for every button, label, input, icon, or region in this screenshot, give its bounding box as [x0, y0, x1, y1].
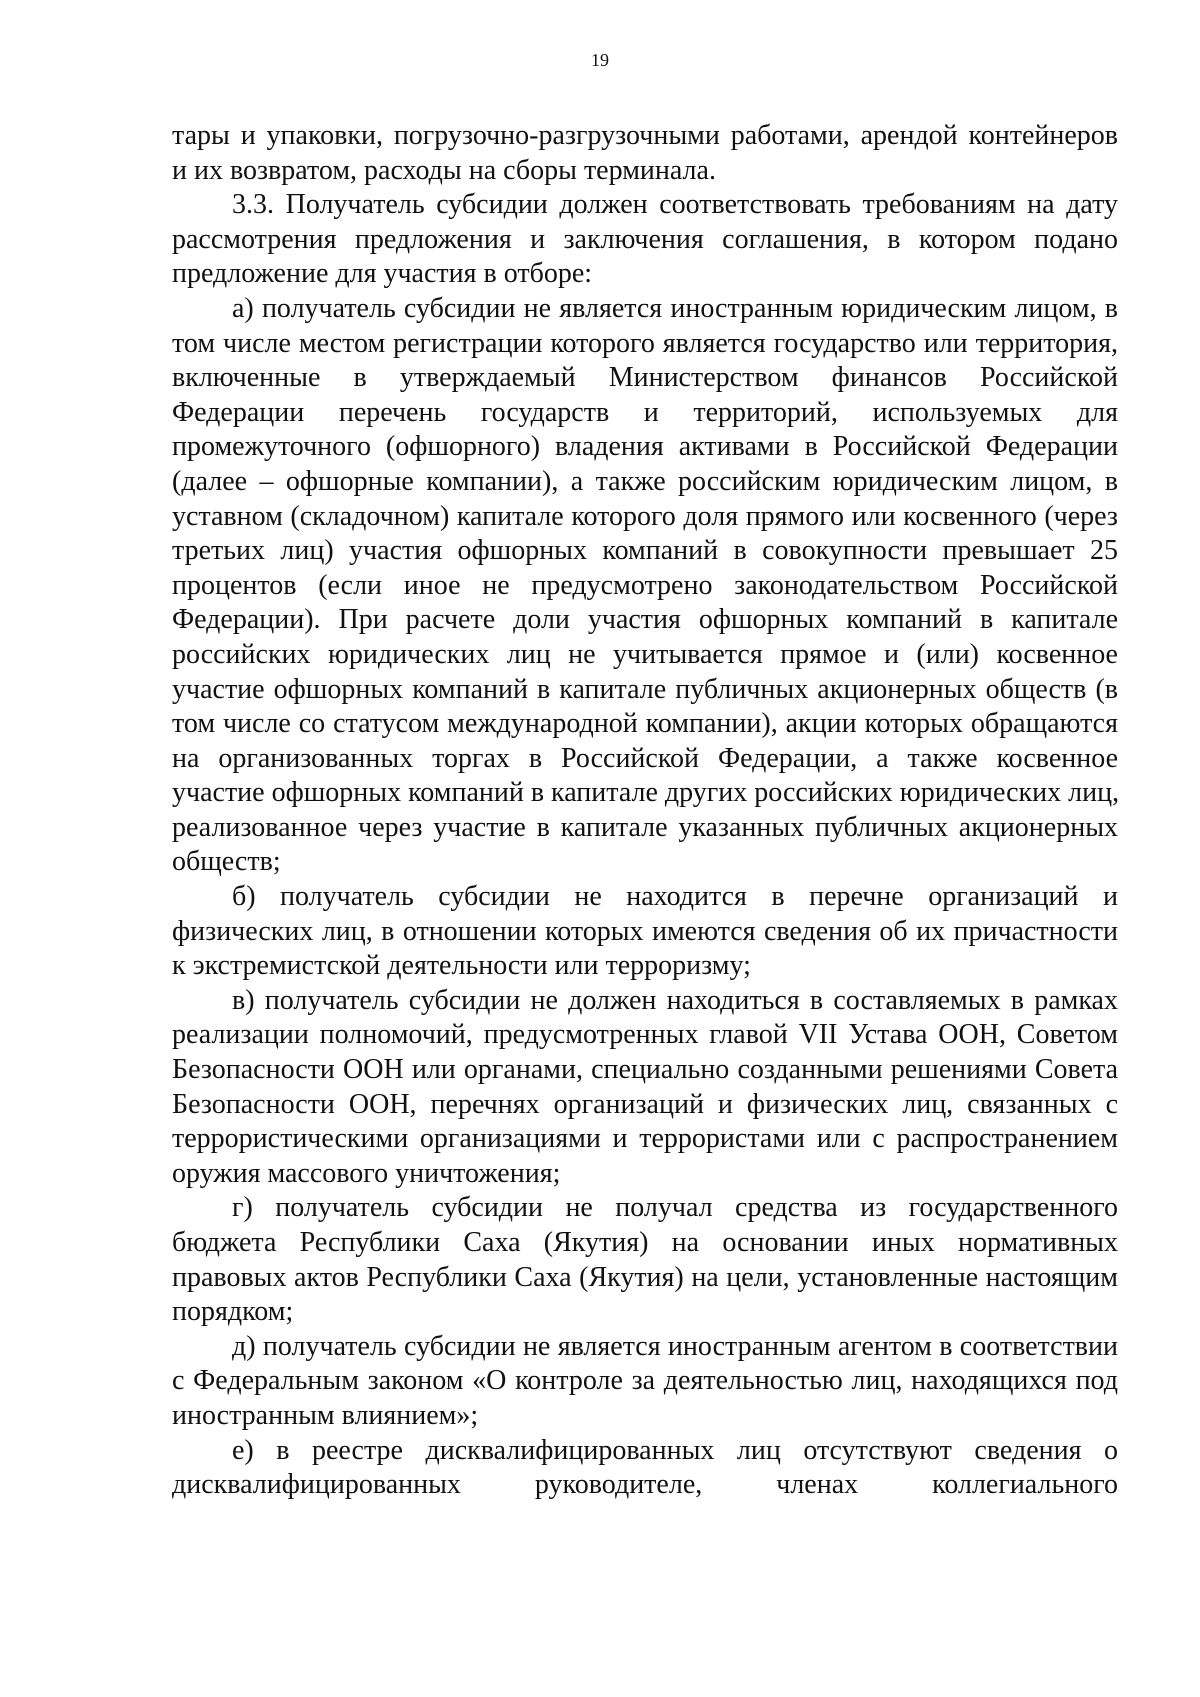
- text-line: иностранным влиянием»;: [172, 1399, 479, 1431]
- paragraph-p5: [172, 1191, 1118, 1329]
- text-line: д) получатель субсидии не является иностранным агентом в соответствии: [232, 1330, 1118, 1362]
- text-line: российских юридических лиц не учитывается прямое и (или) косвенное: [172, 638, 1118, 670]
- text-line: г) получатель субсидии не получал средства из государственного: [232, 1192, 1118, 1224]
- text-line: и их возвратом, расходы на сборы терминала.: [172, 154, 716, 186]
- text-line: включенные в утверждаемый Министерством финансов Российской: [172, 362, 1118, 394]
- text-line: б) получатель субсидии не находится в перечне организаций и: [232, 881, 1118, 913]
- page-number: 19: [591, 50, 609, 70]
- text-line: тары и упаковки, погрузочно-разгрузочными работами, арендой контейнеров: [172, 120, 1118, 151]
- paragraph-p0: [172, 119, 1118, 188]
- text-line: Федерации). При расчете доли участия офшорных компаний в капитале: [172, 604, 1118, 636]
- paragraph-p7: [172, 1434, 1118, 1503]
- paragraph-p4: [172, 984, 1118, 1192]
- text-line: реализации полномочий, предусмотренных главой VII Устава ООН, Советом: [172, 1019, 1118, 1051]
- text-line: 3.3. Получатель субсидии должен соответствовать требованиям на дату: [232, 189, 1118, 221]
- text-line: процентов (если иное не предусмотрено законодательством Российской: [172, 569, 1118, 601]
- paragraph-p1: [172, 188, 1118, 292]
- text-line: том числе местом регистрации которого является государство или территория,: [172, 327, 1118, 359]
- text-line: е) в реестре дисквалифицированных лиц отсутствуют сведения о: [232, 1434, 1118, 1466]
- text-line: оружия массового уничтожения;: [172, 1157, 561, 1189]
- text-line: промежуточного (офшорного) владения активами в Российской Федерации: [172, 431, 1118, 463]
- text-line: дисквалифицированных руководителе, членах коллегиального: [172, 1469, 1118, 1501]
- text-line: Безопасности ООН или органами, специально созданными решениями Совета: [172, 1054, 1118, 1086]
- text-line: рассмотрения предложения и заключения соглашения, в котором подано: [172, 223, 1118, 255]
- text-line: порядком;: [172, 1296, 294, 1328]
- text-line: бюджета Республики Саха (Якутия) на основании иных нормативных: [172, 1227, 1118, 1258]
- text-line: Федерации перечень государств и территорий, используемых для: [172, 396, 1118, 428]
- text-line: участие офшорных компаний в капитале публичных акционерных обществ (в: [172, 673, 1118, 705]
- text-line: третьих лиц) участия офшорных компаний в совокупности превышает 25: [172, 535, 1118, 567]
- text-line: к экстремистской деятельности или терроризму;: [172, 950, 751, 982]
- text-line: предложение для участия в отборе:: [172, 258, 593, 290]
- paragraph-p3: [172, 880, 1118, 984]
- text-line: а) получатель субсидии не является иностранным юридическим лицом, в: [232, 292, 1118, 324]
- text-line: на организованных торгах в Российской Федерации, а также косвенное: [172, 742, 1118, 774]
- document-body: [172, 119, 1118, 1503]
- paragraph-p6: [172, 1330, 1118, 1434]
- text-line: реализованное через участие в капитале указанных публичных акционерных: [172, 811, 1118, 843]
- text-line: физических лиц, в отношении которых имеются сведения об их причастности: [172, 915, 1118, 947]
- text-line: в) получатель субсидии не должен находиться в составляемых в рамках: [232, 984, 1118, 1016]
- paragraph-p2: [172, 292, 1118, 880]
- text-line: том числе со статусом международной компании), акции которых обращаются: [172, 708, 1118, 740]
- text-line: уставном (складочном) капитале которого доля прямого или косвенного (через: [172, 500, 1118, 532]
- text-line: правовых актов Республики Саха (Якутия) на цели, установленные настоящим: [172, 1261, 1118, 1293]
- text-line: с Федеральным законом «О контроле за деятельностью лиц, находящихся под: [172, 1365, 1118, 1397]
- text-line: обществ;: [172, 846, 281, 878]
- text-line: террористическими организациями и террористами или с распространением: [172, 1123, 1118, 1155]
- text-line: Безопасности ООН, перечнях организаций и физических лиц, связанных с: [172, 1088, 1118, 1120]
- text-line: участие офшорных компаний в капитале других российских юридических лиц,: [172, 777, 1120, 809]
- text-line: (далее – офшорные компании), а также российским юридическим лицом, в: [172, 465, 1118, 497]
